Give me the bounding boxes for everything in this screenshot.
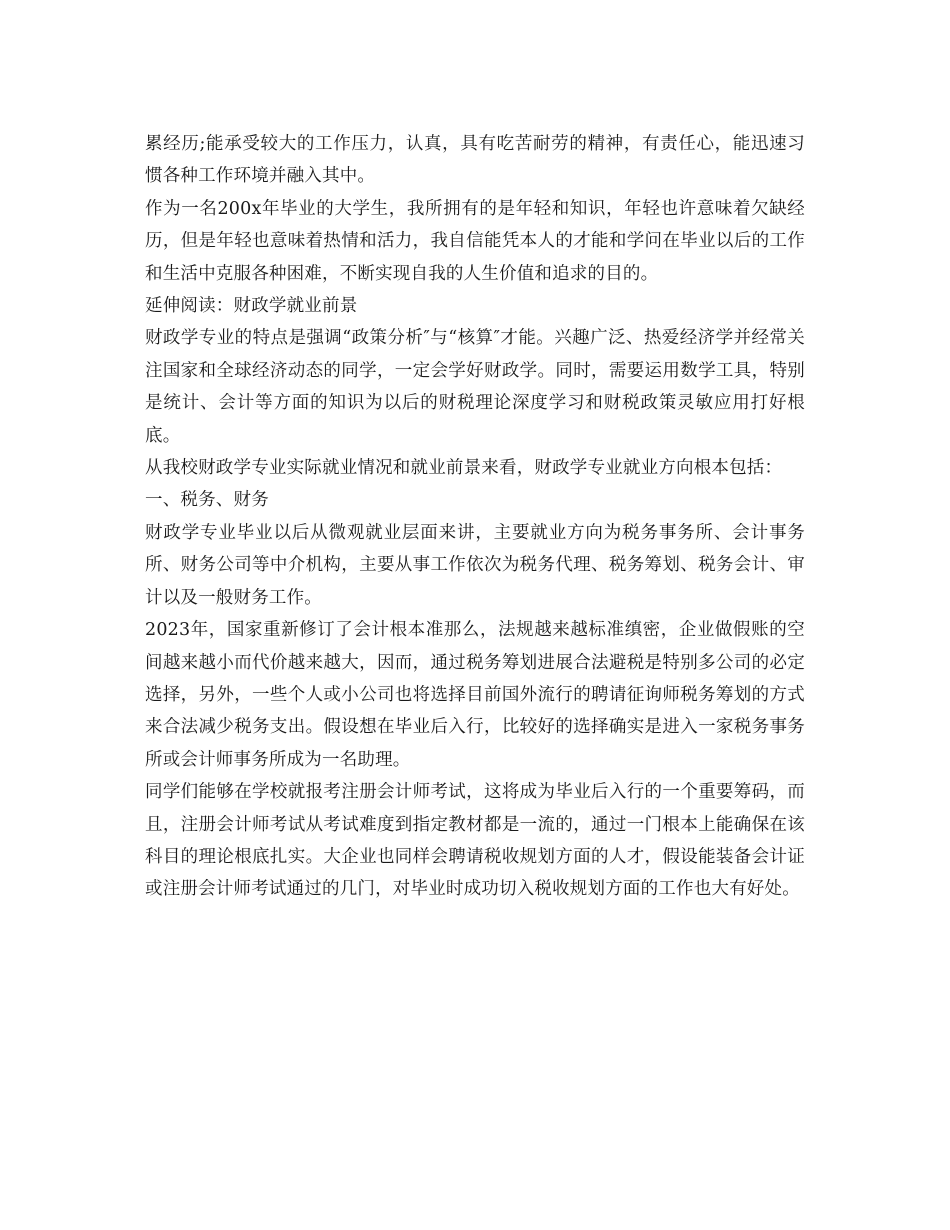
paragraph-major-features: 财政学专业的特点是强调“政策分析″与“核算″才能。兴趣广泛、热爱经济学并经常关注国家和全球经济动态的同学，一定会学好财政学。同时，需要运用数学工具，特别是统计、会计等方面的知识为以后的财税理论深度学习和财税政策灵敏应用打好根底。 xyxy=(145,328,805,446)
section-heading-tax-finance: 一、税务、财务 xyxy=(145,490,269,511)
paragraph-graduate-self: 作为一名200x年毕业的大学生，我所拥有的是年轻和知识，年轻也许意味着欠缺经历，但是年轻也意味着热情和活力，我自信能凭本人的才能和学问在毕业以后的工作和生活中克服各种困难，不断实现自我的人生价值和追求的目的。 xyxy=(145,198,805,284)
document-body xyxy=(145,128,805,906)
section-heading-extended-reading: 延伸阅读：财政学就业前景 xyxy=(145,296,358,317)
paragraph-employment-directions: 从我校财政学专业实际就业情况和就业前景来看，财政学专业就业方向根本包括： xyxy=(145,458,783,479)
paragraph-micro-employment: 财政学专业毕业以后从微观就业层面来讲，主要就业方向为税务事务所、会计事务所、财务公司等中介机构，主要从事工作依次为税务代理、税务筹划、税务会计、审计以及一般财务工作。 xyxy=(145,522,805,608)
paragraph-cpa-exam: 同学们能够在学校就报考注册会计师考试，这将成为毕业后入行的一个重要筹码，而且，注册会计师考试从考试难度到指定教材都是一流的，通过一门根本上能确保在该科目的理论根底扎实。大企业也同样会聘请税收规划方面的人才，假设能装备会计证或注册会计师考试通过的几门，对毕业时成功切入税收规划方面的工作也大有好处。 xyxy=(145,782,805,900)
paragraph-work-ability: 累经历;能承受较大的工作压力，认真，具有吃苦耐劳的精神，有责任心，能迅速习惯各种工作环境并融入其中。 xyxy=(145,134,805,187)
paragraph-accounting-standards: 2023年，国家重新修订了会计根本准那么，法规越来越标准缜密，企业做假账的空间越来越小而代价越来越大，因而，通过税务筹划进展合法避税是特别多公司的必定选择，另外，一些个人或小公司也将选择目前国外流行的聘请征询师税务筹划的方式来合法减少税务支出。假设想在毕业后入行，比较好的选择确实是进入一家税务事务所或会计师事务所成为一名助理。 xyxy=(145,620,805,770)
